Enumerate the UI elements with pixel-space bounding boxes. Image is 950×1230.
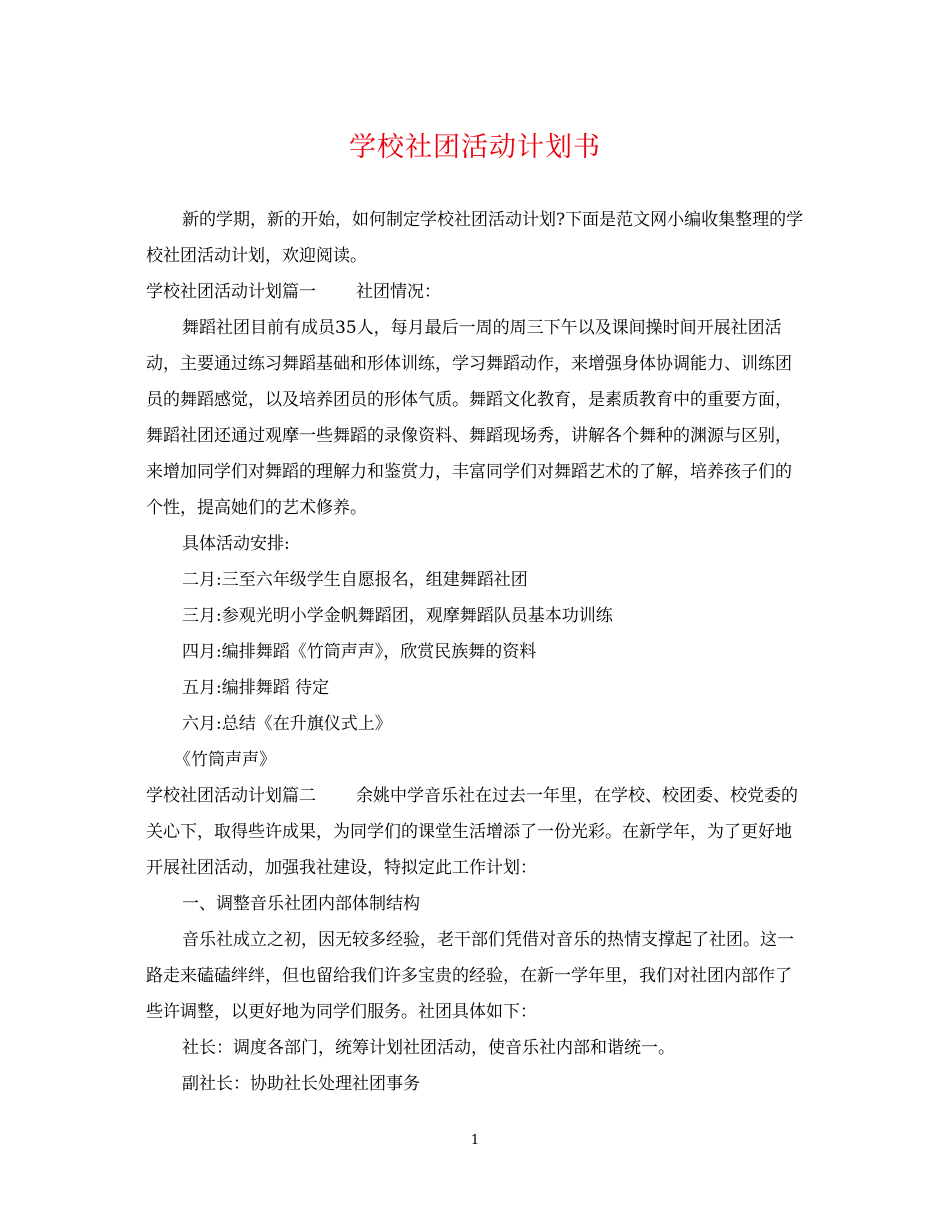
schedule-note: 《竹筒声声》 bbox=[174, 750, 276, 770]
section2-body: 余姚中学音乐社在过去一年里，在学校、校团委、校党委的关心下，取得些许成果，为同学们的课堂生活增添了一份光彩。在新学年，为了更好地开展社团活动，加强我社建设，特拟定此工作计划： bbox=[146, 786, 798, 878]
schedule-item: 六月:总结《在升旗仪式上》 bbox=[182, 714, 392, 734]
role-president: 社长：调度各部门，统筹计划社团活动，使音乐社内部和谐统一。 bbox=[182, 1038, 675, 1058]
role-vice-president: 副社长：协助社长处理社团事务 bbox=[182, 1074, 420, 1094]
page-number: 1 bbox=[470, 1133, 480, 1148]
section1-subheading: 社团情况： bbox=[356, 282, 441, 302]
schedule-item: 二月:三至六年级学生自愿报名，组建舞蹈社团 bbox=[182, 570, 528, 590]
section1-heading-line bbox=[146, 274, 808, 310]
intro-paragraph: 新的学期，新的开始，如何制定学校社团活动计划?下面是范文网小编收集整理的学校社团活动计划，欢迎阅读。 bbox=[146, 210, 804, 266]
section2-paragraph bbox=[146, 778, 808, 886]
schedule-heading: 具体活动安排: bbox=[182, 534, 290, 554]
section2-heading: 学校社团活动计划篇二 bbox=[146, 786, 316, 806]
part1-heading: 一、调整音乐社团内部体制结构 bbox=[182, 894, 420, 914]
part1-paragraph: 音乐社成立之初，因无较多经验，老干部们凭借对音乐的热情支撑起了社团。这一路走来磕磕绊绊，但也留给我们许多宝贵的经验，在新一学年里，我们对社团内部作了些许调整，以更好地为同学们服务。社团具体如下： bbox=[146, 930, 794, 1022]
schedule-item: 三月:参观光明小学金帆舞蹈团，观摩舞蹈队员基本功训练 bbox=[182, 606, 613, 626]
schedule-item: 五月:编排舞蹈 待定 bbox=[182, 678, 330, 698]
section1-paragraph: 舞蹈社团目前有成员35人，每月最后一周的周三下午以及课间操时间开展社团活动，主要通过练习舞蹈基础和形体训练，学习舞蹈动作，来增强身体协调能力、训练团员的舞蹈感觉，以及培养团员的形体气质。舞蹈文化教育，是素质教育中的重要方面，舞蹈社团还通过观摩一些舞蹈的录像资料、舞蹈现场秀，讲解各个舞种的渊源与区别，来增加同学们对舞蹈的理解力和鉴赏力，丰富同学们对舞蹈艺术的了解，培养孩子们的个性，提高她们的艺术修养。 bbox=[146, 318, 792, 518]
document-title: 学校社团活动计划书 bbox=[349, 132, 601, 163]
schedule-item: 四月:编排舞蹈《竹筒声声》，欣赏民族舞的资料 bbox=[182, 642, 537, 662]
document-body bbox=[146, 202, 808, 1102]
section1-heading: 学校社团活动计划篇一 bbox=[146, 282, 316, 302]
